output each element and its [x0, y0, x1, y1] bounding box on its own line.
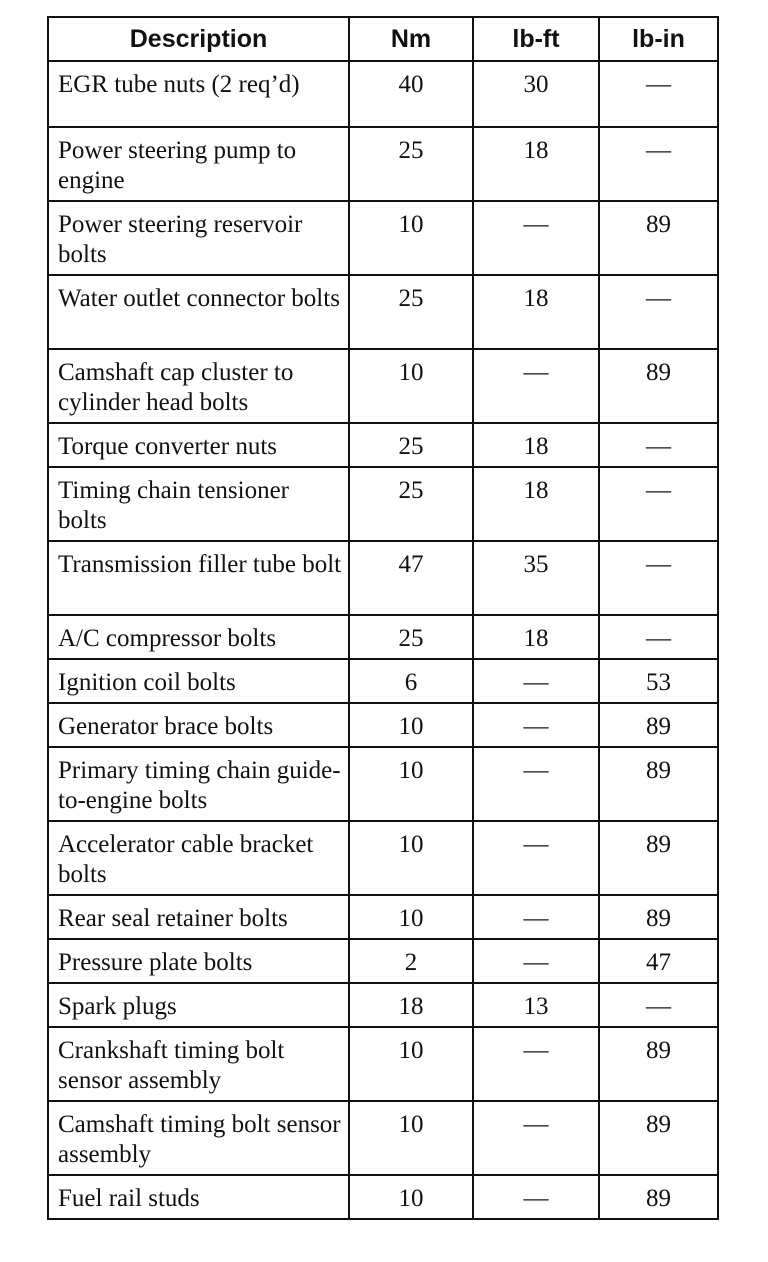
table-row: [48, 61, 718, 127]
cell-lbin: 89: [599, 1101, 718, 1175]
cell-lbin: —: [599, 983, 718, 1027]
cell-nm: 10: [349, 747, 473, 821]
cell-lbft: —: [473, 895, 599, 939]
cell-description: Pressure plate bolts: [48, 939, 349, 983]
cell-description: Spark plugs: [48, 983, 349, 1027]
cell-lbin: 89: [599, 1175, 718, 1219]
cell-lbft: 18: [473, 615, 599, 659]
cell-nm: 25: [349, 467, 473, 541]
cell-description: Power steering reservoir bolts: [48, 201, 349, 275]
table-row: [48, 703, 718, 747]
cell-nm: 47: [349, 541, 473, 615]
cell-lbin: —: [599, 127, 718, 201]
table-row: [48, 1027, 718, 1101]
cell-nm: 6: [349, 659, 473, 703]
table-row: [48, 201, 718, 275]
cell-lbft: 18: [473, 127, 599, 201]
cell-description: Transmission filler tube bolt: [48, 541, 349, 615]
header-lbin: lb-in: [599, 17, 718, 61]
cell-nm: 10: [349, 1027, 473, 1101]
cell-nm: 10: [349, 349, 473, 423]
cell-nm: 10: [349, 1175, 473, 1219]
table-row: [48, 1101, 718, 1175]
table-row: [48, 467, 718, 541]
cell-nm: 40: [349, 61, 473, 127]
cell-description: Water outlet connector bolts: [48, 275, 349, 349]
cell-description: Generator brace bolts: [48, 703, 349, 747]
cell-lbft: —: [473, 349, 599, 423]
cell-lbft: 35: [473, 541, 599, 615]
cell-lbin: —: [599, 615, 718, 659]
cell-lbft: 18: [473, 467, 599, 541]
cell-lbft: —: [473, 703, 599, 747]
cell-lbft: —: [473, 939, 599, 983]
cell-lbin: —: [599, 467, 718, 541]
cell-lbin: 47: [599, 939, 718, 983]
table-row: [48, 423, 718, 467]
cell-lbin: 89: [599, 821, 718, 895]
cell-lbft: —: [473, 1101, 599, 1175]
cell-description: Power steering pump to engine: [48, 127, 349, 201]
table-row: [48, 1175, 718, 1219]
cell-description: Timing chain tensioner bolts: [48, 467, 349, 541]
torque-spec-table: [47, 16, 719, 1220]
cell-nm: 2: [349, 939, 473, 983]
cell-lbin: 89: [599, 895, 718, 939]
header-description: Description: [48, 17, 349, 61]
table-row: [48, 983, 718, 1027]
cell-nm: 25: [349, 127, 473, 201]
cell-description: A/C compressor bolts: [48, 615, 349, 659]
table-row: [48, 659, 718, 703]
table-row: [48, 747, 718, 821]
cell-lbft: —: [473, 659, 599, 703]
cell-nm: 25: [349, 423, 473, 467]
cell-lbin: 89: [599, 349, 718, 423]
cell-nm: 10: [349, 201, 473, 275]
cell-description: Primary timing chain guide-to-engine bolts: [48, 747, 349, 821]
cell-description: Ignition coil bolts: [48, 659, 349, 703]
table-row: [48, 541, 718, 615]
cell-description: Accelerator cable bracket bolts: [48, 821, 349, 895]
cell-lbft: 13: [473, 983, 599, 1027]
table-row: [48, 349, 718, 423]
cell-description: Rear seal retainer bolts: [48, 895, 349, 939]
cell-lbin: —: [599, 541, 718, 615]
cell-description: EGR tube nuts (2 req’d): [48, 61, 349, 127]
cell-lbin: 89: [599, 703, 718, 747]
table-row: [48, 939, 718, 983]
header-lbft: lb-ft: [473, 17, 599, 61]
cell-lbft: 18: [473, 423, 599, 467]
cell-description: Camshaft cap cluster to cylinder head bolts: [48, 349, 349, 423]
cell-nm: 18: [349, 983, 473, 1027]
table-row: [48, 615, 718, 659]
cell-nm: 25: [349, 615, 473, 659]
cell-nm: 10: [349, 1101, 473, 1175]
header-nm: Nm: [349, 17, 473, 61]
cell-lbft: 30: [473, 61, 599, 127]
cell-description: Crankshaft timing bolt sensor assembly: [48, 1027, 349, 1101]
cell-lbft: —: [473, 201, 599, 275]
cell-nm: 10: [349, 821, 473, 895]
cell-nm: 25: [349, 275, 473, 349]
cell-description: Camshaft timing bolt sensor assembly: [48, 1101, 349, 1175]
cell-lbft: —: [473, 747, 599, 821]
cell-lbft: 18: [473, 275, 599, 349]
cell-description: Fuel rail studs: [48, 1175, 349, 1219]
cell-lbft: —: [473, 821, 599, 895]
table-row: [48, 127, 718, 201]
cell-description: Torque converter nuts: [48, 423, 349, 467]
table-row: [48, 821, 718, 895]
cell-lbin: —: [599, 275, 718, 349]
cell-lbin: 89: [599, 747, 718, 821]
cell-lbin: —: [599, 423, 718, 467]
cell-lbft: —: [473, 1027, 599, 1101]
cell-lbin: 89: [599, 1027, 718, 1101]
cell-lbft: —: [473, 1175, 599, 1219]
cell-lbin: 53: [599, 659, 718, 703]
cell-lbin: 89: [599, 201, 718, 275]
cell-lbin: —: [599, 61, 718, 127]
cell-nm: 10: [349, 895, 473, 939]
header-row: [48, 17, 718, 61]
cell-nm: 10: [349, 703, 473, 747]
table-row: [48, 275, 718, 349]
table-row: [48, 895, 718, 939]
